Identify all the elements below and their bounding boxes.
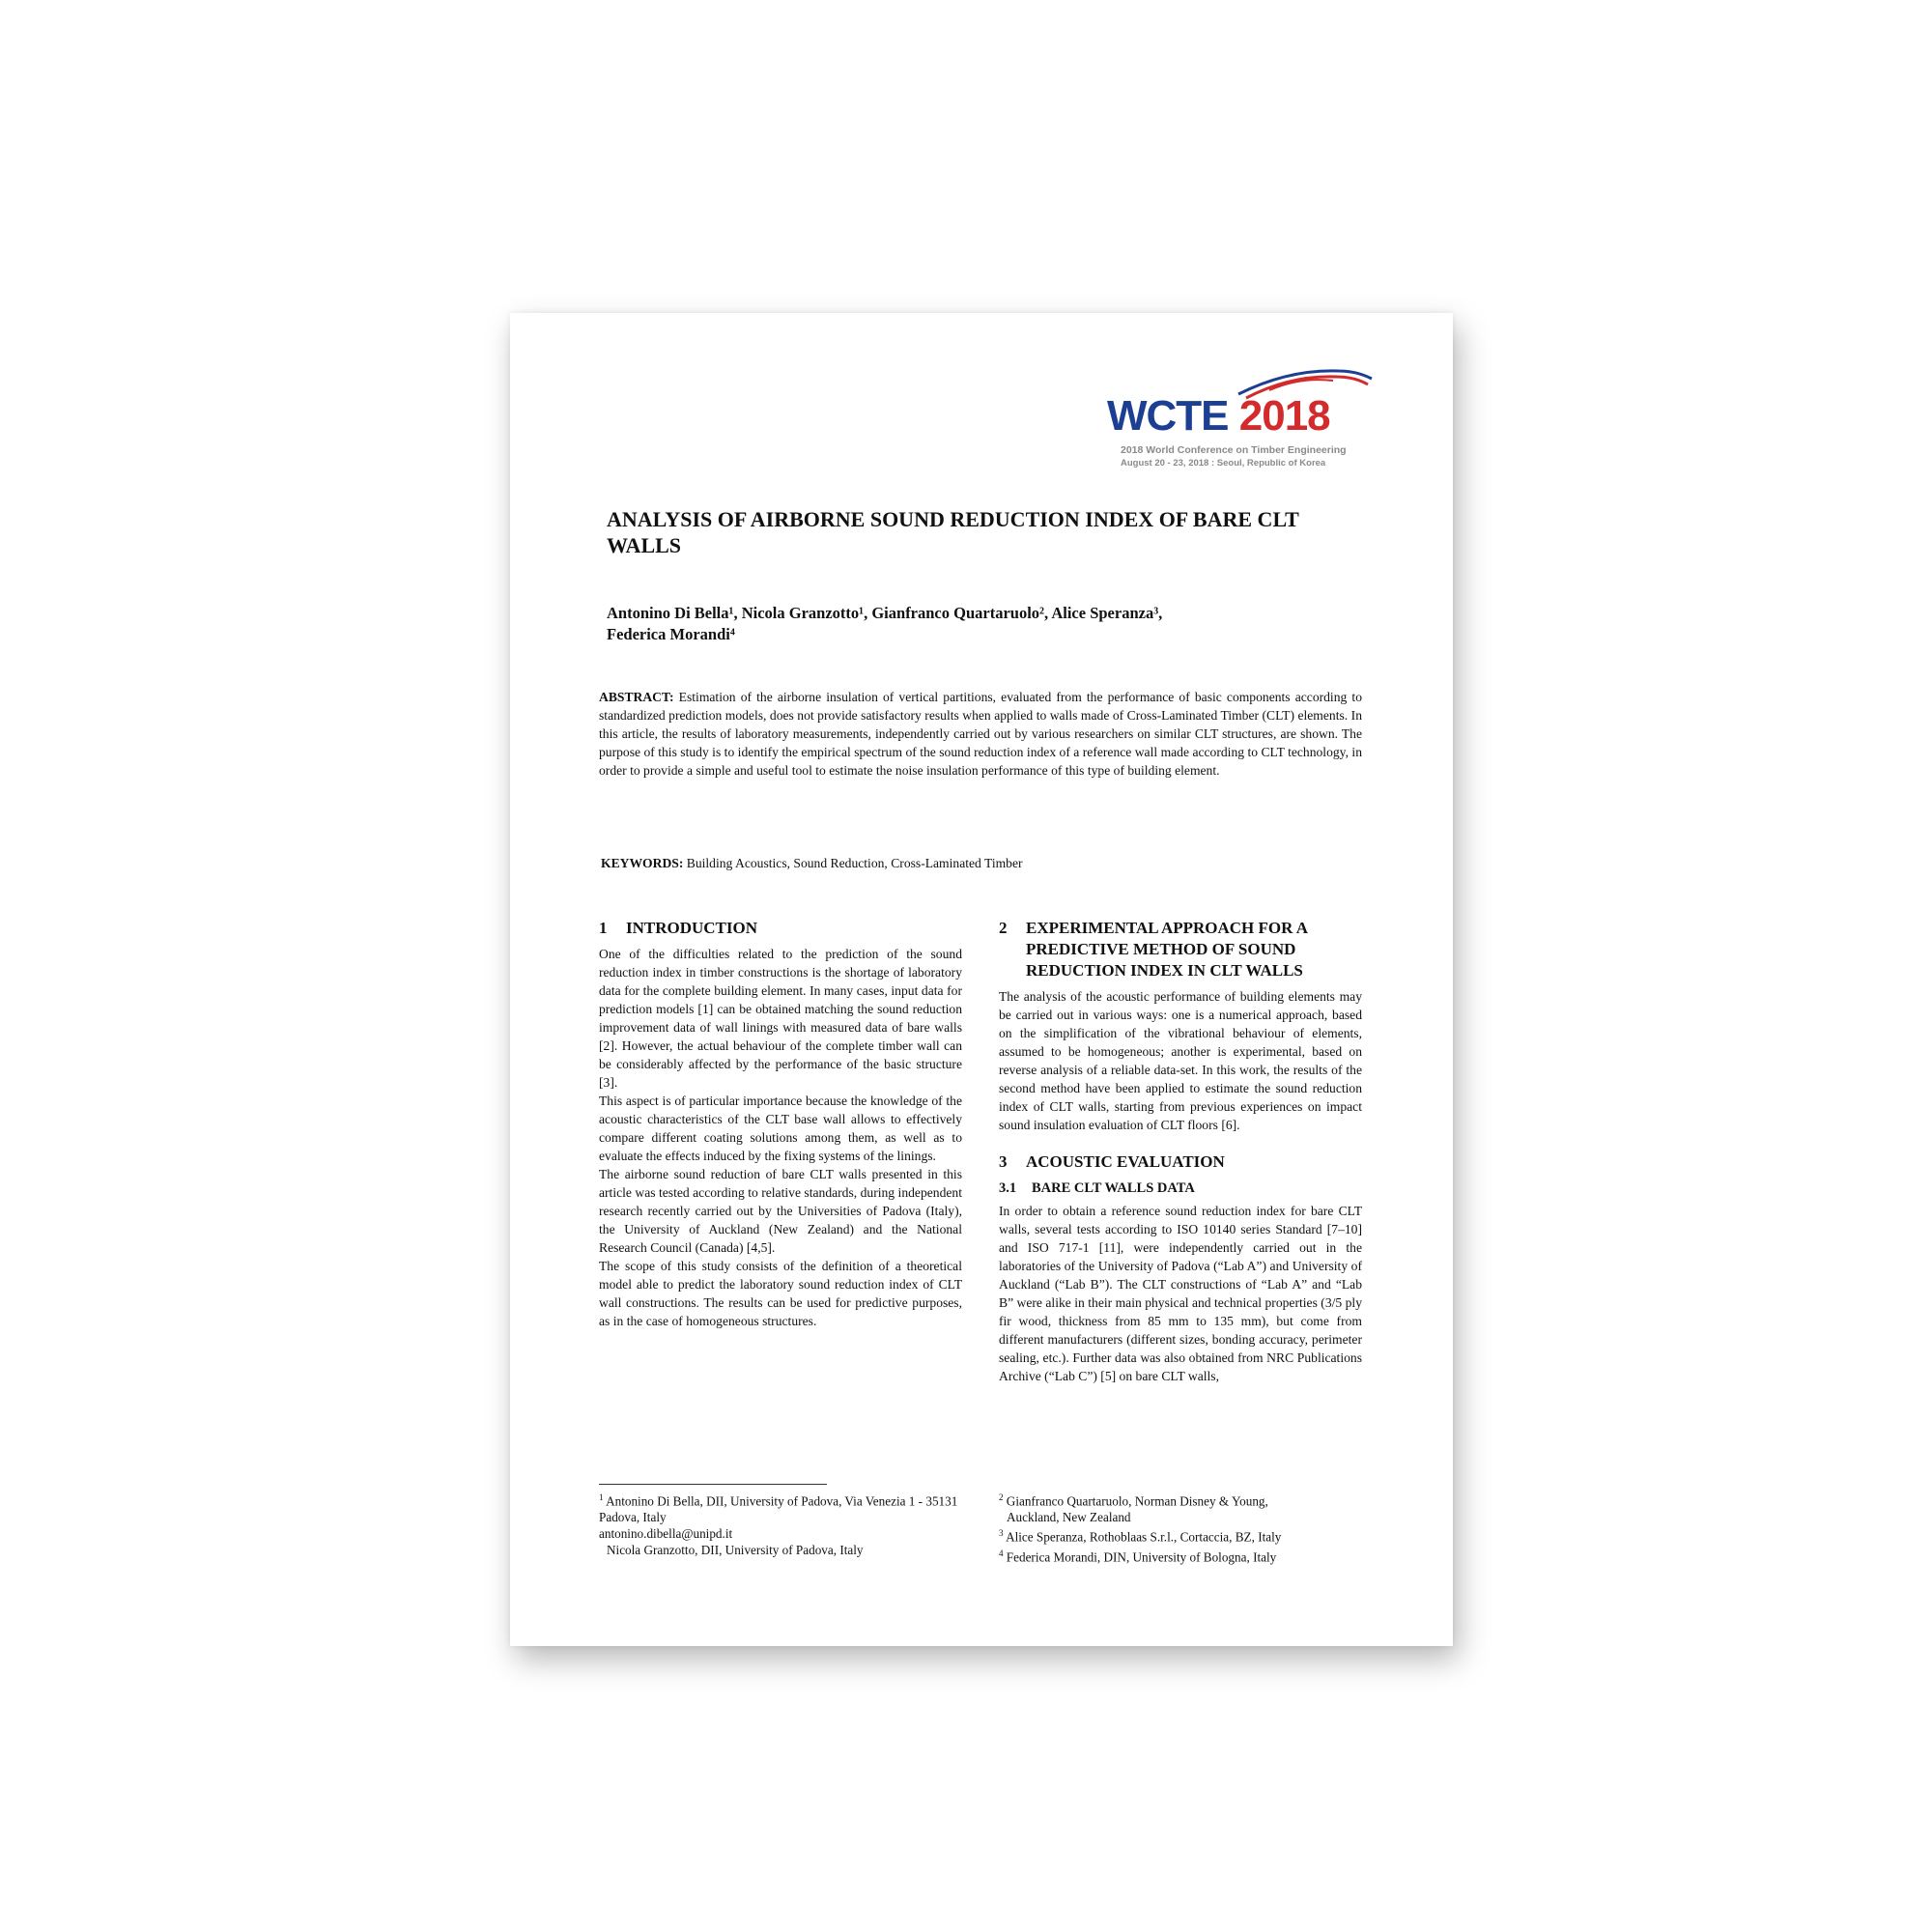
footnote-1b: Nicola Granzotto, DII, University of Padova, Italy <box>607 1543 864 1558</box>
footnote-rule <box>599 1484 827 1485</box>
footnotes-left <box>599 1490 966 1558</box>
footnote-4 <box>999 1546 1362 1565</box>
paper-page <box>510 313 1453 1646</box>
footnote-text: Gianfranco Quartaruolo, Norman Disney & Young, <box>1006 1493 1268 1509</box>
section-number: 2 <box>999 919 1008 937</box>
logo-wcte: WCTE <box>1107 392 1229 440</box>
footnote-2b: Auckland, New Zealand <box>1007 1510 1131 1525</box>
subsection-title: BARE CLT WALLS DATA <box>1032 1180 1195 1196</box>
footnote-2 <box>999 1490 1362 1509</box>
section-title: INTRODUCTION <box>626 919 758 937</box>
footnote-mark: 4 <box>999 1548 1004 1558</box>
footnote-mark: 3 <box>999 1528 1004 1539</box>
subsection-number: 3.1 <box>999 1180 1017 1196</box>
footnote-mark: 2 <box>999 1492 1004 1502</box>
intro-paragraph-3: The airborne sound reduction of bare CLT walls presented in this article was tested according to relative standards, during independent research recently carried out by the Universities of Padova (Italy), the University of Auckland (New Zealand) and the National Research Council (Canada) [4,5]. <box>599 1167 962 1255</box>
abstract-text: Estimation of the airborne insulation of vertical partitions, evaluated from the performance of basic components according to standardized prediction models, does not provide satisfactory results when applied to walls made of Cross-Laminated Timber (CLT) elements. In this article, the results of laboratory measurements, independently carried out by various researchers on similar CLT structures, are shown. The purpose of this study is to identify the empirical spectrum of the sound reduction index of a reference wall made according to CLT technology, in order to provide a simple and useful tool to estimate the noise insulation performance of this type of building element. <box>599 690 1362 778</box>
abstract-label: ABSTRACT: <box>599 690 674 704</box>
keywords <box>601 854 1364 872</box>
footnote-mark: 1 <box>599 1492 604 1502</box>
section-number: 1 <box>599 919 608 937</box>
logo-year: 2018 <box>1238 392 1330 440</box>
footnote-text: Alice Speranza, Rothoblaas S.r.l., Cortaccia, BZ, Italy <box>1006 1529 1282 1545</box>
abstract <box>599 688 1362 780</box>
experimental-paragraph: The analysis of the acoustic performance of building elements may be carried out in various ways: one is a numerical approach, based on the simplification of the vibrational behaviour of elements, assumed to be homogeneous; another is experimental, based on reverse analysis of a reliable data-set. In this work, the results of the second method have been applied to estimate the sound reduction index of CLT walls, starting from previous experiences on impact sound insulation evaluation of CLT floors [6]. <box>999 989 1362 1132</box>
footnote-text: Federica Morandi, DIN, University of Bologna, Italy <box>1006 1549 1277 1565</box>
footnote-email: antonino.dibella@unipd.it <box>599 1526 733 1542</box>
footnote-3 <box>999 1525 1362 1545</box>
section-title: EXPERIMENTAL APPROACH FOR A PREDICTIVE METHOD OF SOUND REDUCTION INDEX IN CLT WALLS <box>1026 919 1308 980</box>
keywords-label: KEYWORDS: <box>601 856 684 870</box>
logo-dates: August 20 - 23, 2018 : Seoul, Republic of Korea <box>1121 458 1326 469</box>
section-number: 3 <box>999 1152 1008 1171</box>
section-title: ACOUSTIC EVALUATION <box>1026 1152 1225 1171</box>
section-heading-acoustic-evaluation <box>999 1151 1362 1173</box>
intro-paragraph-2: This aspect is of particular importance because the knowledge of the acoustic characteristics of the CLT base wall allows to effectively compare different coating solutions among them, as well as to evaluate the effects induced by the fixing systems of the linings. <box>599 1094 962 1163</box>
left-column <box>599 918 962 1330</box>
footnote-1 <box>599 1490 966 1525</box>
footnote-text: Antonino Di Bella, DII, University of Padova, Via Venezia 1 - 35131 Padova, Italy <box>599 1493 958 1525</box>
logo-wordmark <box>1107 392 1330 440</box>
acoustic-paragraph: In order to obtain a reference sound reduction index for bare CLT walls, several tests according to ISO 10140 series Standard [7–10] and ISO 717-1 [11], were independently carried out in the laboratories of the University of Padova (“Lab A”) and University of Auckland (“Lab B”). The CLT constructions of “Lab A” and “Lab B” were alike in their main physical and technical properties (3/5 ply fir wood, thickness from 85 mm to 135 mm), but come from different manufacturers (different sizes, bonding accuracy, perimeter sealing, etc.). Further data was also obtained from NRC Publications Archive (“Lab C”) [5] on bare CLT walls, <box>999 1204 1362 1383</box>
keywords-text: Building Acoustics, Sound Reduction, Cross-Laminated Timber <box>686 856 1023 870</box>
paper-title: ANALYSIS OF AIRBORNE SOUND REDUCTION INDEX OF BARE CLT WALLS <box>607 507 1299 557</box>
author-list: Antonino Di Bella¹, Nicola Granzotto¹, Gianfranco Quartaruolo², Alice Speranza³, Federica Morandi⁴ <box>607 604 1163 643</box>
section-heading-experimental <box>999 918 1362 981</box>
logo-subtitle: 2018 World Conference on Timber Engineering <box>1121 444 1347 456</box>
subsection-heading-bare-clt <box>999 1179 1362 1198</box>
conference-logo <box>1107 361 1387 477</box>
intro-paragraph-1: One of the difficulties related to the prediction of the sound reduction index in timber constructions is the shortage of laboratory data for the complete building element. In many cases, input data for prediction models [1] can be obtained matching the sound reduction improvement data of wall linings with measured data of bare walls [2]. However, the actual behaviour of the complete timber wall can be considerably affected by the performance of the basic structure [3]. <box>599 947 962 1090</box>
section-heading-introduction <box>599 918 962 939</box>
right-column <box>999 918 1362 1385</box>
intro-paragraph-4: The scope of this study consists of the definition of a theoretical model able to predict the laboratory sound reduction index of CLT wall constructions. The results can be used for predictive purposes, as in the case of homogeneous structures. <box>599 1259 962 1328</box>
footnotes-right <box>999 1490 1362 1565</box>
